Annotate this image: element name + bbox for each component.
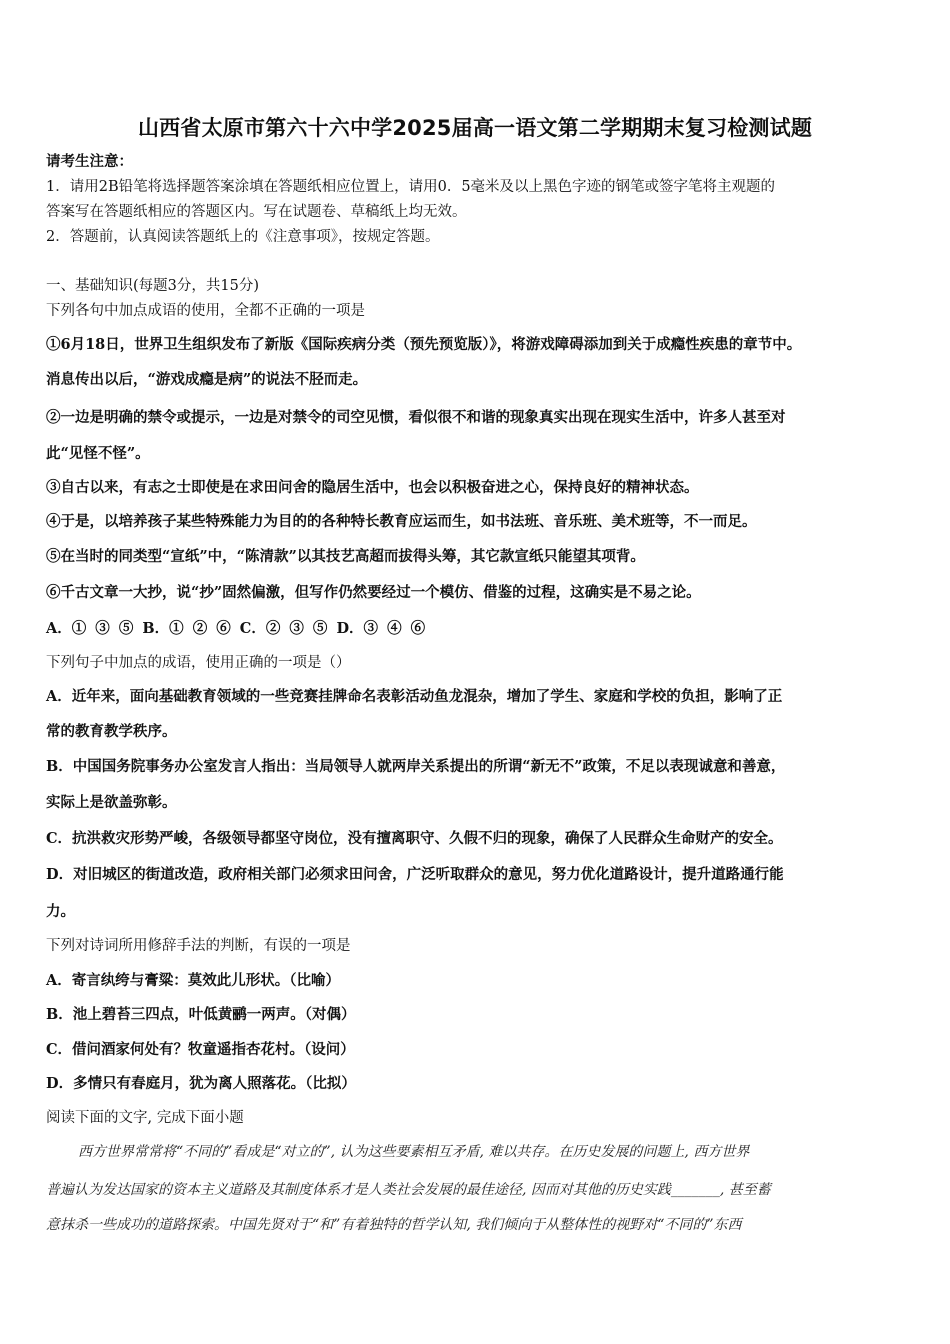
question-stem: 下列各句中加点成语的使用，全都不正确的一项是 (46, 303, 365, 319)
question-sentence: ⑤在当时的同类型“宣纸”中，“陈清款”以其技艺高超而拔得头筹，其它款宣纸只能望其项背。 (46, 548, 645, 565)
notice-line: 答案写在答题纸相应的答题区内。写在试题卷、草稿纸上均无效。 (46, 204, 467, 220)
question-stem: 下列句子中加点的成语，使用正确的一项是（） (46, 655, 351, 671)
page-title: 山西省太原市第六十六中学2025届高一语文第二学期期末复习检测试题 (137, 116, 813, 140)
option-d-continued: 力。 (46, 903, 75, 920)
option-c: C．借问酒家何处有？牧童遥指杏花村。（设问） (46, 1041, 355, 1058)
reading-instruction: 阅读下面的文字, 完成下面小题 (46, 1110, 244, 1126)
question-sentence: ③自古以来，有志之士即使是在求田问舍的隐居生活中，也会以积极奋进之心，保持良好的精神状态。 (46, 479, 699, 496)
option-a: A．近年来，面向基础教育领域的一些竞赛挂牌命名表彰活动鱼龙混杂，增加了学生、家庭和学校的负担，影响了正 (46, 688, 783, 705)
notice-line: 1．请用2B铅笔将选择题答案涂填在答题纸相应位置上，请用0．5毫米及以上黑色字迹的钢笔或签字笔将主观题的 (46, 179, 776, 195)
option-b: B．中国国务院事务办公室发言人指出：当局领导人就两岸关系提出的所谓“新无不”政策，不足以表现诚意和善意， (46, 758, 786, 775)
question-sentence: ④于是，以培养孩子某些特殊能力为目的的各种特长教育应运而生，如书法班、音乐班、美术班等，不一而足。 (46, 513, 757, 530)
option-b: B．池上碧苔三四点，叶低黄鹂一两声。（对偶） (46, 1006, 356, 1023)
question-sentence: ①6月18日，世界卫生组织发布了新版《国际疾病分类（预先预览版）》，将游戏障碍添加到关于成瘾性疾患的章节中。 (46, 336, 802, 353)
notice-heading: 请考生注意： (46, 153, 133, 170)
option-d: D．对旧城区的街道改造，政府相关部门必须求田问舍，广泛听取群众的意见，努力优化道路设计，提升道路通行能 (46, 866, 784, 883)
question-sentence: 此“见怪不怪”。 (46, 445, 150, 462)
reading-passage-line: 普遍认为发达国家的资本主义道路及其制度体系才是人类社会发展的最佳途径, 因而对其他的历史实践_______, 甚至蓄 (46, 1182, 771, 1198)
option-b-continued: 实际上是欲盖弥彰。 (46, 794, 177, 811)
option-c: C．抗洪救灾形势严峻，各级领导都坚守岗位，没有擅离职守、久假不归的现象，确保了人民群众生命财产的安全。 (46, 830, 783, 847)
answer-options: A．① ③ ⑤ B．① ② ⑥ C．② ③ ⑤ D．③ ④ ⑥ (46, 620, 426, 637)
question-sentence: ②一边是明确的禁令或提示，一边是对禁令的司空见惯，看似很不和谐的现象真实出现在现实生活中，许多人甚至对 (46, 409, 786, 426)
option-d: D．多情只有春庭月，犹为离人照落花。（比拟） (46, 1075, 356, 1092)
notice-line: 2．答题前，认真阅读答题纸上的《注意事项》，按规定答题。 (46, 229, 440, 245)
reading-passage-line: 意抹杀一些成功的道路探索。中国先贤对于“和”有着独特的哲学认知, 我们倾向于从整体性的视野对“不同的”东西 (46, 1217, 742, 1233)
section-heading: 一、基础知识(每题3分，共15分) (46, 278, 259, 294)
option-a-continued: 常的教育教学秩序。 (46, 723, 177, 740)
question-stem: 下列对诗词所用修辞手法的判断，有误的一项是 (46, 938, 351, 954)
question-sentence: 消息传出以后，“游戏成瘾是病”的说法不胫而走。 (46, 371, 368, 388)
reading-passage-line: 西方世界常常将“不同的”看成是“对立的”, 认为这些要素相互矛盾, 难以共存。在历史发展的问题上, 西方世界 (78, 1144, 750, 1160)
option-a: A．寄言纨绔与膏粱：莫效此儿形状。（比喻） (46, 972, 340, 989)
question-sentence: ⑥千古文章一大抄，说“抄”固然偏激，但写作仍然要经过一个模仿、借鉴的过程，这确实是不易之论。 (46, 584, 701, 601)
